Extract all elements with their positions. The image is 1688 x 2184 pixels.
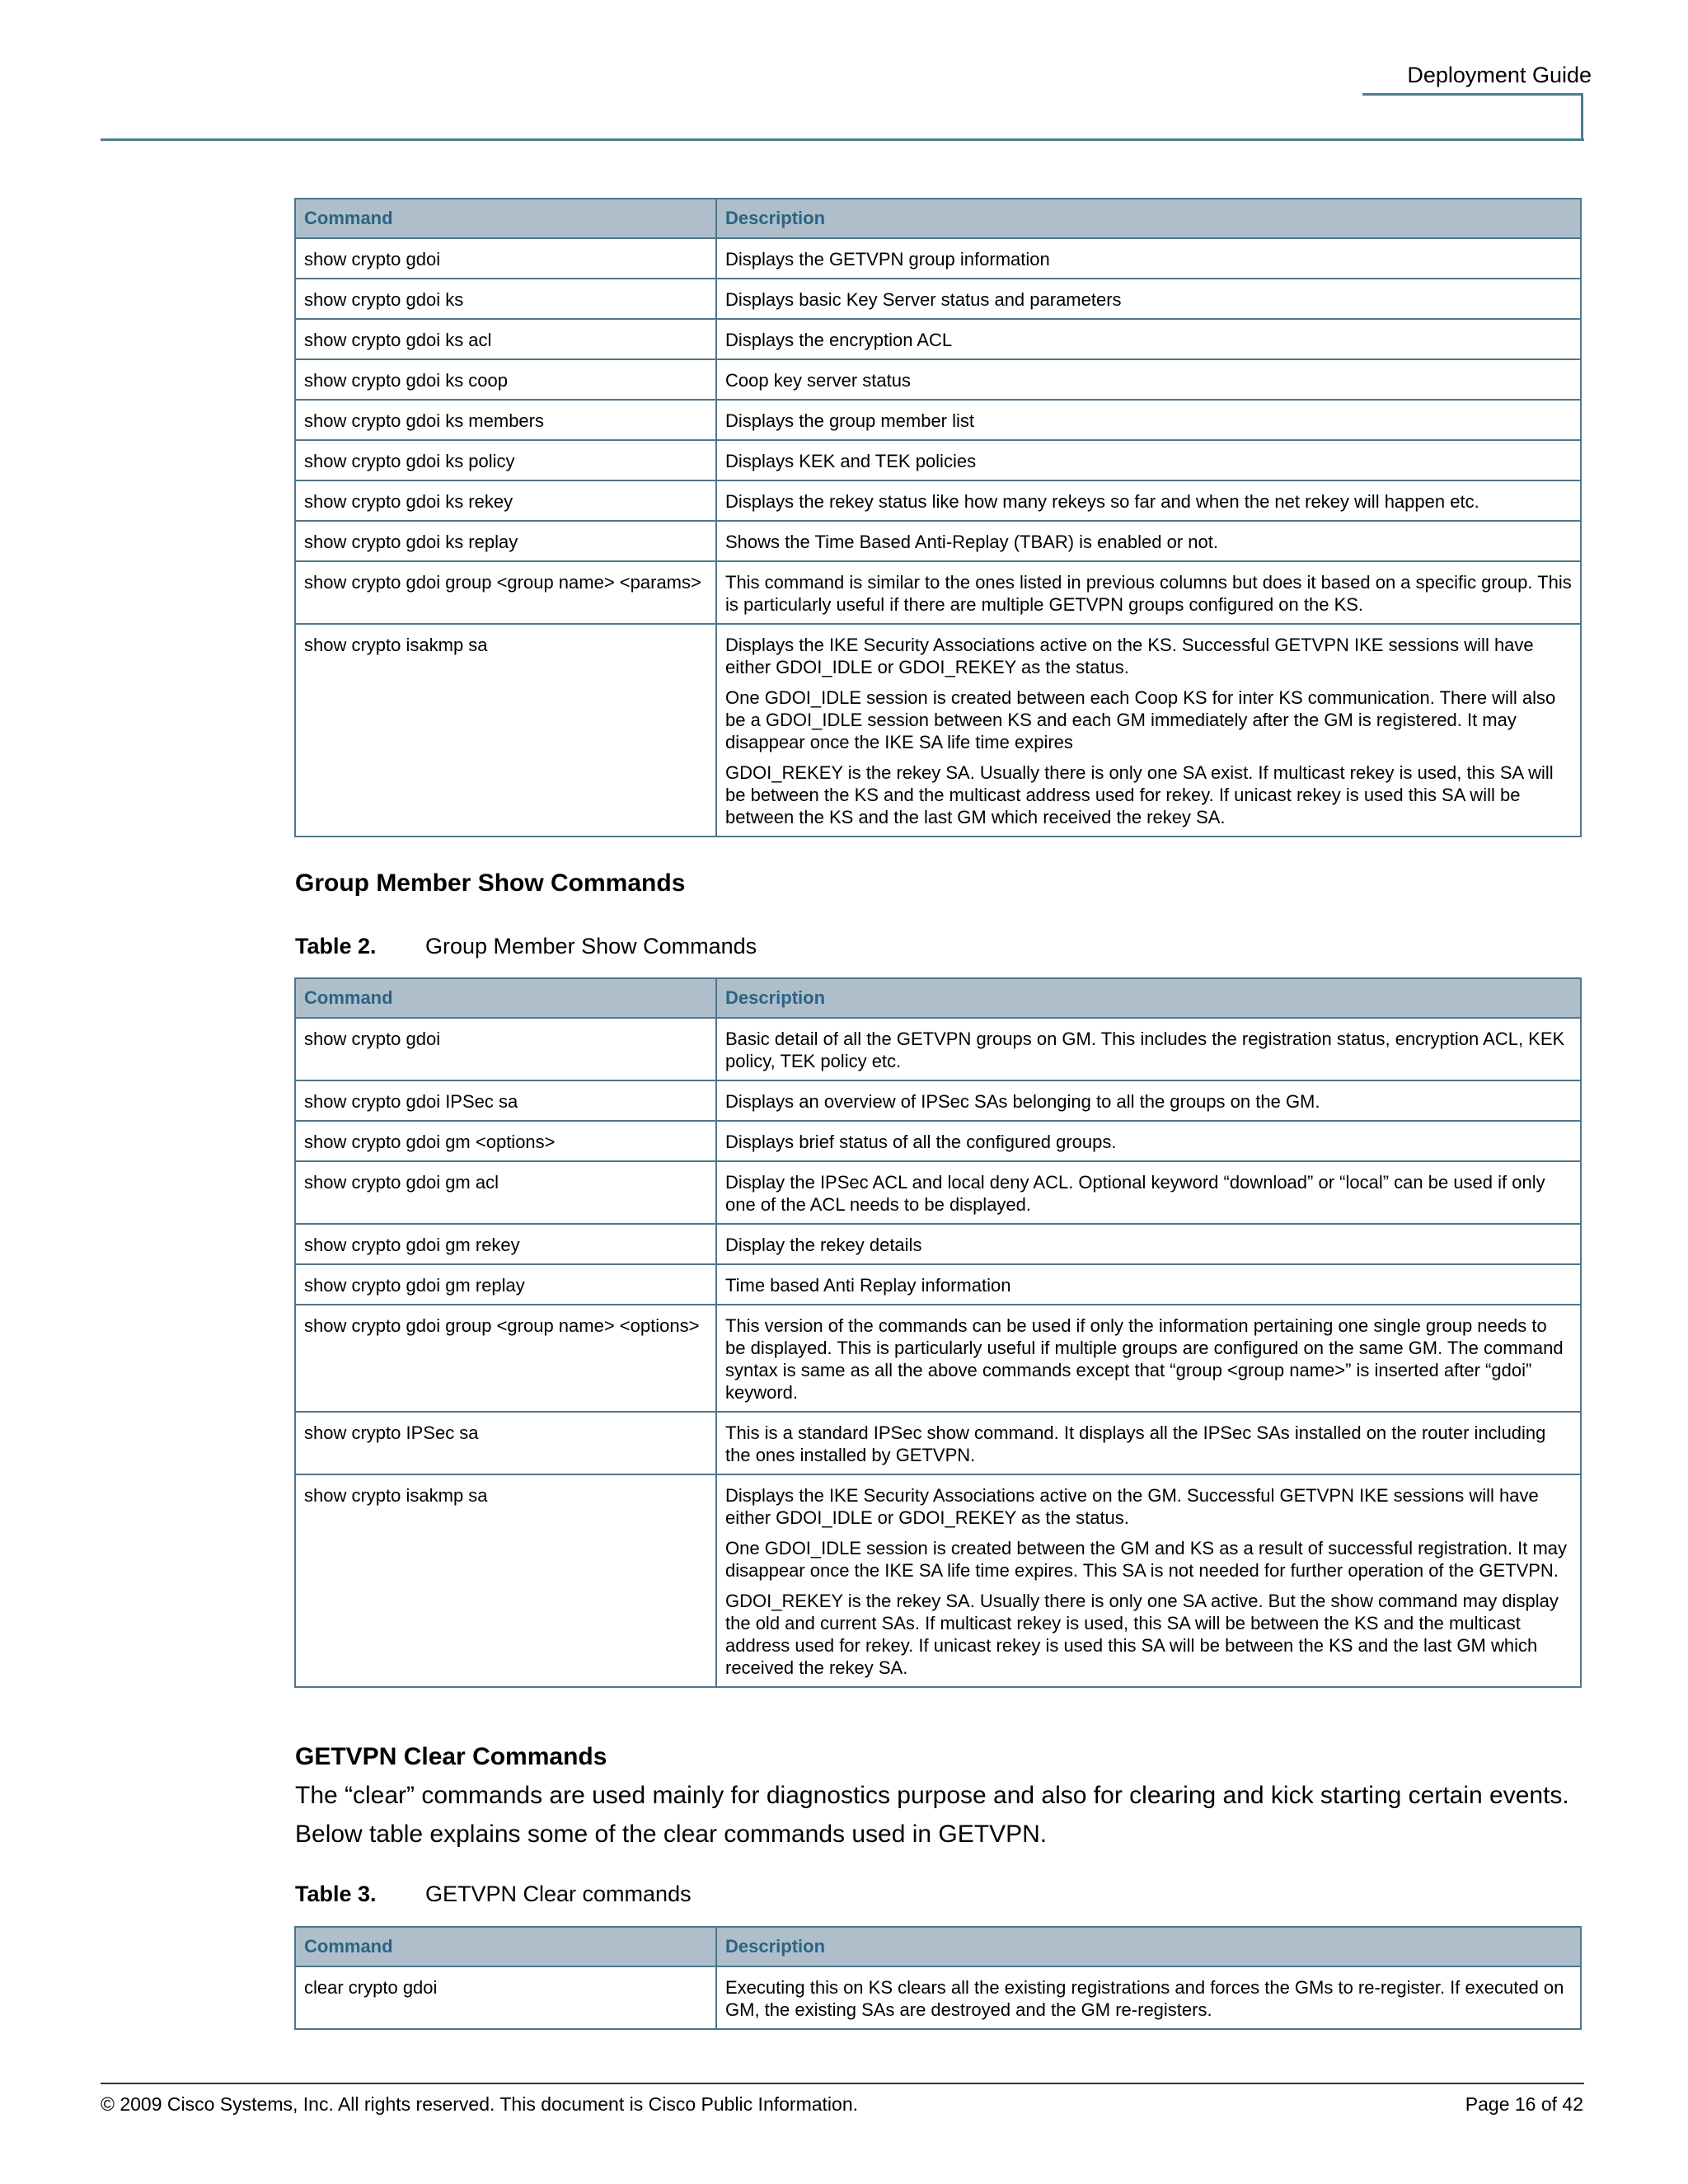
table-row bbox=[295, 521, 1581, 561]
table-row bbox=[295, 561, 1581, 624]
description-paragraph: Displays KEK and TEK policies bbox=[725, 451, 977, 471]
command-cell: show crypto isakmp sa bbox=[295, 624, 716, 837]
description-paragraph: Displays the encryption ACL bbox=[725, 330, 953, 350]
description-paragraph: Displays the IKE Security Associations active on the KS. Successful GETVPN IKE sessions will have either GDOI_IDLE or GDOI_REKEY as the status. bbox=[725, 635, 1534, 677]
footer-rule bbox=[101, 2083, 1584, 2084]
column-header-description: Description bbox=[716, 199, 1581, 238]
gm-show-commands-table bbox=[294, 977, 1582, 1688]
description-cell bbox=[716, 319, 1581, 359]
description-paragraph: GDOI_REKEY is the rekey SA. Usually there is only one SA active. But the show command may display the old and current SAs. If multicast rekey is used, this SA will be between the KS and the multicast address used for rekey. If unicast rekey is used this SA will be between the KS and the last GM which received the rekey SA. bbox=[725, 1591, 1559, 1678]
description-cell bbox=[716, 624, 1581, 837]
table-caption-2 bbox=[295, 934, 757, 959]
description-paragraph: One GDOI_IDLE session is created between the GM and KS as a result of successful registration. It may disappear once the IKE SA life time expires. This SA is not needed for further operation of the GETVPN. bbox=[725, 1538, 1568, 1581]
description-paragraph: Shows the Time Based Anti-Replay (TBAR) is enabled or not. bbox=[725, 532, 1218, 552]
table-row bbox=[295, 400, 1581, 440]
command-cell: show crypto gdoi ks bbox=[295, 279, 716, 319]
description-cell bbox=[716, 1474, 1581, 1687]
description-paragraph: This is a standard IPSec show command. It displays all the IPSec SAs installed on the router including the ones installed by GETVPN. bbox=[725, 1422, 1546, 1465]
description-cell bbox=[716, 1412, 1581, 1474]
table-row bbox=[295, 359, 1581, 400]
footer-copyright: © 2009 Cisco Systems, Inc. All rights reserved. This document is Cisco Public Information. bbox=[101, 2093, 859, 2115]
description-cell bbox=[716, 1018, 1581, 1080]
table-row bbox=[295, 279, 1581, 319]
description-paragraph: This version of the commands can be used if only the information pertaining one single group needs to be displayed. This is particularly useful if multiple groups are configured on the same GM. The command syntax is same as all the above commands except that “group <group name>” is inserted after “gdoi” keyword. bbox=[725, 1315, 1564, 1403]
table-row bbox=[295, 440, 1581, 480]
description-paragraph: Coop key server status bbox=[725, 370, 911, 391]
column-header-command: Command bbox=[295, 978, 716, 1018]
table-row bbox=[295, 238, 1581, 279]
table-row bbox=[295, 1121, 1581, 1161]
description-cell bbox=[716, 1121, 1581, 1161]
description-cell bbox=[716, 400, 1581, 440]
table-row bbox=[295, 480, 1581, 521]
command-cell: show crypto gdoi bbox=[295, 238, 716, 279]
table-caption-3 bbox=[295, 1882, 692, 1907]
description-cell bbox=[716, 238, 1581, 279]
command-cell: show crypto gdoi group <group name> <options> bbox=[295, 1305, 716, 1412]
table-header-row bbox=[295, 978, 1581, 1018]
table-row bbox=[295, 1474, 1581, 1687]
description-paragraph: Displays basic Key Server status and parameters bbox=[725, 289, 1122, 310]
footer-page-number: Page 16 of 42 bbox=[1465, 2093, 1583, 2115]
description-cell bbox=[716, 1305, 1581, 1412]
table-row bbox=[295, 1412, 1581, 1474]
description-cell bbox=[716, 1080, 1581, 1121]
column-header-description: Description bbox=[716, 1927, 1581, 1966]
description-paragraph: Displays brief status of all the configured groups. bbox=[725, 1132, 1117, 1152]
command-cell: show crypto gdoi ks policy bbox=[295, 440, 716, 480]
header-title: Deployment Guide bbox=[1407, 63, 1592, 87]
section-title-group-member: Group Member Show Commands bbox=[295, 869, 686, 897]
description-paragraph: This command is similar to the ones listed in previous columns but does it based on a specific group. This is particularly useful if there are multiple GETVPN groups configured on the KS. bbox=[725, 572, 1572, 615]
table-row bbox=[295, 1224, 1581, 1264]
description-paragraph: One GDOI_IDLE session is created between each Coop KS for inter KS communication. There will also be a GDOI_IDLE session between KS and each GM immediately after the GM is registered. It may disappear once the IKE SA life time expires bbox=[725, 687, 1556, 752]
command-cell: show crypto gdoi ks coop bbox=[295, 359, 716, 400]
command-cell: show crypto gdoi gm acl bbox=[295, 1161, 716, 1224]
table-row bbox=[295, 624, 1581, 837]
description-paragraph: Displays the rekey status like how many rekeys so far and when the net rekey will happen etc. bbox=[725, 491, 1479, 512]
description-cell bbox=[716, 1224, 1581, 1264]
column-header-description: Description bbox=[716, 978, 1581, 1018]
table-row bbox=[295, 1264, 1581, 1305]
table-caption-text: GETVPN Clear commands bbox=[425, 1882, 692, 1906]
description-paragraph: GDOI_REKEY is the rekey SA. Usually there is only one SA exist. If multicast rekey is used, this SA will be between the KS and the multicast address used for rekey. If unicast rekey is used this SA will be between the KS and the last GM which received the rekey SA. bbox=[725, 762, 1554, 827]
description-paragraph: Basic detail of all the GETVPN groups on GM. This includes the registration status, encryption ACL, KEK policy, TEK policy etc. bbox=[725, 1029, 1565, 1071]
description-cell bbox=[716, 1966, 1581, 2029]
ks-show-commands-table bbox=[294, 198, 1582, 837]
command-cell: show crypto gdoi gm replay bbox=[295, 1264, 716, 1305]
description-paragraph: Display the IPSec ACL and local deny ACL. Optional keyword “download” or “local” can be used if only one of the ACL needs to be displayed. bbox=[725, 1172, 1545, 1215]
description-cell bbox=[716, 480, 1581, 521]
command-cell: show crypto gdoi gm <options> bbox=[295, 1121, 716, 1161]
command-cell: show crypto gdoi IPSec sa bbox=[295, 1080, 716, 1121]
command-cell: show crypto gdoi ks members bbox=[295, 400, 716, 440]
command-cell: show crypto isakmp sa bbox=[295, 1474, 716, 1687]
description-cell bbox=[716, 359, 1581, 400]
command-cell: show crypto gdoi ks rekey bbox=[295, 480, 716, 521]
table-row bbox=[295, 319, 1581, 359]
description-paragraph: Displays the group member list bbox=[725, 410, 975, 431]
table-row bbox=[295, 1161, 1581, 1224]
command-cell: show crypto gdoi group <group name> <params> bbox=[295, 561, 716, 624]
header-tab-decoration bbox=[1362, 93, 1583, 138]
command-cell: show crypto gdoi ks acl bbox=[295, 319, 716, 359]
table-row bbox=[295, 1080, 1581, 1121]
table-row bbox=[295, 1966, 1581, 2029]
table-caption-text: Group Member Show Commands bbox=[425, 934, 757, 958]
description-paragraph: Displays an overview of IPSec SAs belonging to all the groups on the GM. bbox=[725, 1091, 1320, 1112]
table-caption-label: Table 2. bbox=[295, 934, 377, 958]
section-body-text: The “clear” commands are used mainly for diagnostics purpose and also for clearing and kick starting certain events. Below table explains some of the clear commands used in GETVPN. bbox=[295, 1782, 1569, 1848]
section-title-clear-commands: GETVPN Clear Commands bbox=[295, 1743, 607, 1770]
command-cell: show crypto gdoi ks replay bbox=[295, 521, 716, 561]
header-rule bbox=[101, 138, 1584, 141]
description-paragraph: Display the rekey details bbox=[725, 1235, 922, 1255]
command-cell: show crypto gdoi gm rekey bbox=[295, 1224, 716, 1264]
table-row bbox=[295, 1305, 1581, 1412]
description-paragraph: Displays the IKE Security Associations active on the GM. Successful GETVPN IKE sessions will have either GDOI_IDLE or GDOI_REKEY as the status. bbox=[725, 1485, 1539, 1528]
description-cell bbox=[716, 279, 1581, 319]
table-row bbox=[295, 1018, 1581, 1080]
table-header-row bbox=[295, 199, 1581, 238]
column-header-command: Command bbox=[295, 199, 716, 238]
column-header-command: Command bbox=[295, 1927, 716, 1966]
description-cell bbox=[716, 440, 1581, 480]
command-cell: show crypto gdoi bbox=[295, 1018, 716, 1080]
clear-commands-table bbox=[294, 1926, 1582, 2030]
description-cell bbox=[716, 521, 1581, 561]
description-cell bbox=[716, 561, 1581, 624]
description-cell bbox=[716, 1161, 1581, 1224]
description-paragraph: Executing this on KS clears all the existing registrations and forces the GMs to re-register. If executed on GM, the existing SAs are destroyed and the GM re-registers. bbox=[725, 1977, 1564, 2020]
description-paragraph: Displays the GETVPN group information bbox=[725, 249, 1050, 269]
table-header-row bbox=[295, 1927, 1581, 1966]
command-cell: clear crypto gdoi bbox=[295, 1966, 716, 2029]
command-cell: show crypto IPSec sa bbox=[295, 1412, 716, 1474]
table-caption-label: Table 3. bbox=[295, 1882, 377, 1906]
description-cell bbox=[716, 1264, 1581, 1305]
description-paragraph: Time based Anti Replay information bbox=[725, 1275, 1011, 1296]
